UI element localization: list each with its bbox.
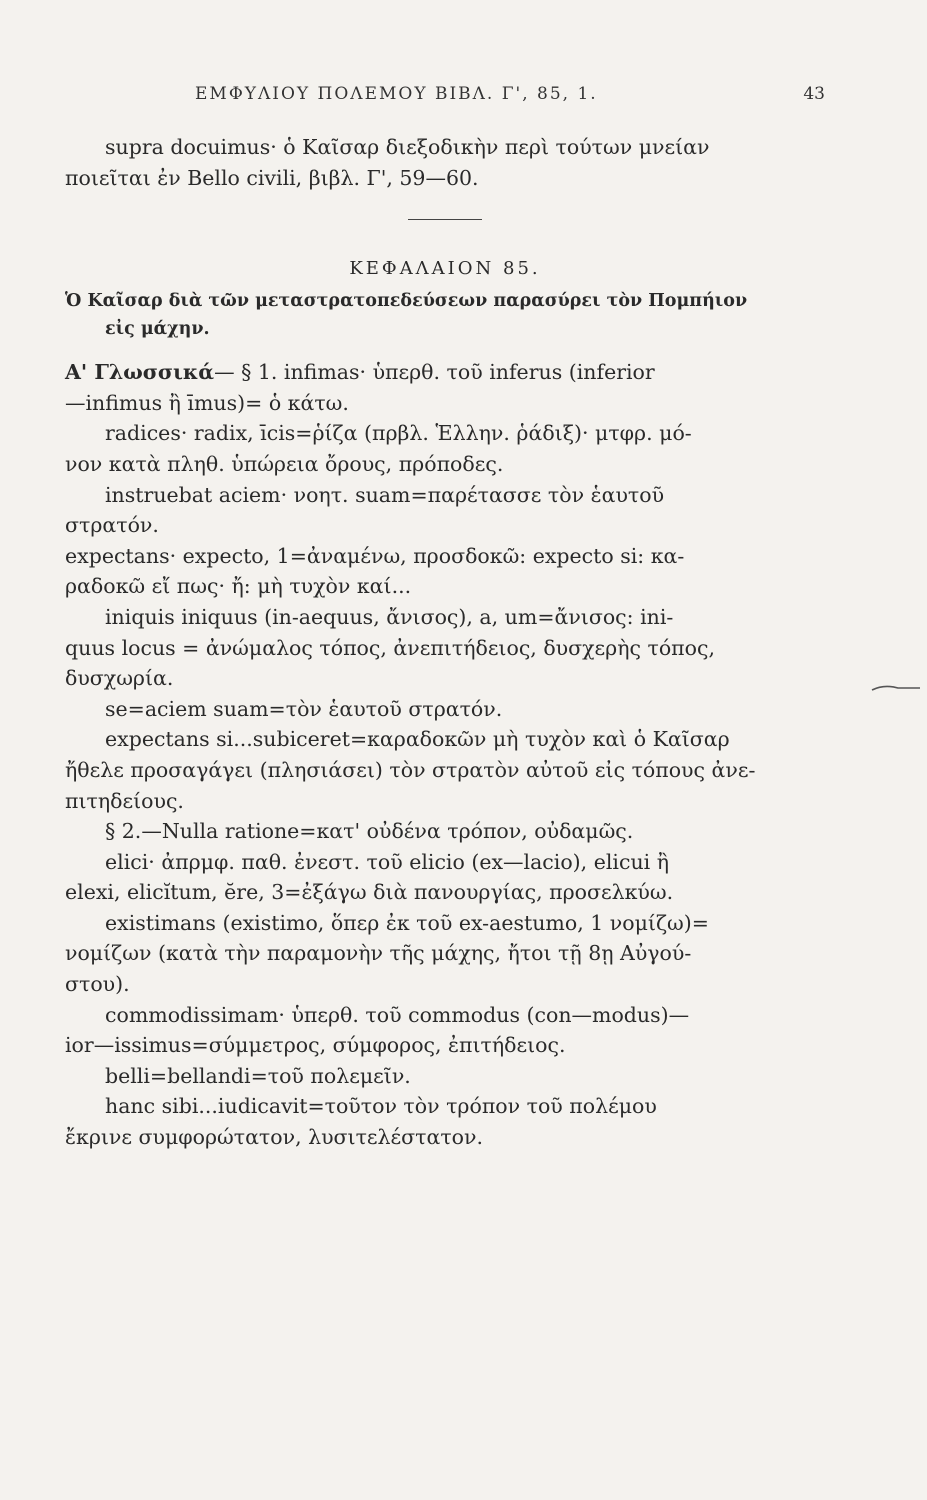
line-text: se=aciem suam=τὸν ἑαυτοῦ στρατόν. [105, 696, 503, 721]
text-line [65, 418, 825, 449]
text-line [65, 541, 825, 572]
section-divider [408, 219, 482, 220]
text-line [65, 449, 825, 480]
text-line [65, 1091, 825, 1122]
text-line [65, 1122, 825, 1153]
line-text: ἤθελε προσαγάγει (πλησιάσει) τὸν στρατὸν αὐτοῦ εἰς τόπους ἀνε- [65, 757, 756, 782]
text-line [65, 602, 825, 633]
line-text: belli=bellandi=τοῦ πολεμεῖν. [105, 1063, 411, 1088]
line-text: existimans (existimo, ὅπερ ἐκ τοῦ ex-aestumo, 1 νομίζω)= [105, 910, 709, 935]
running-title: ΕΜΦΥΛΙΟΥ ΠΟΛΕΜΟΥ ΒΙΒΛ. Γ', 85, 1. [195, 84, 598, 104]
section-lead: Α' Γλωσσικά [65, 360, 215, 385]
text-line [65, 877, 825, 908]
line-text: ραδοκῶ εἴ πως· ἤ: μὴ τυχὸν καί... [65, 574, 412, 599]
text-line [65, 663, 825, 694]
chapter-summary [65, 287, 825, 343]
text-line [65, 633, 825, 664]
line-text: — § 1. infimas· ὑπερθ. τοῦ inferus (inferior [214, 360, 655, 385]
text-line [65, 938, 825, 969]
line-text: elexi, elicĭtum, ĕre, 3=ἐξάγω διὰ πανουργίας, προσελκύω. [65, 880, 674, 905]
line-text: ior—issimus=σύμμετρος, σύμφορος, ἐπιτήδειος. [65, 1033, 566, 1058]
line-text: —infimus ἢ īmus)= ὁ κάτω. [65, 390, 349, 415]
glossary-notes [65, 357, 825, 1152]
line-text: quus locus = ἀνώμαλος τόπος, ἀνεπιτήδειος, δυσχερὴς τόπος, [65, 635, 715, 660]
text-line [65, 571, 825, 602]
line-text: § 2.—Nulla ratione=κατ' οὐδένα τρόπον, οὐδαμῶς. [105, 819, 634, 844]
line-text: iniquis iniquus (in-aequus, ἄνισος), a, um=ἄνισος: ini- [105, 604, 674, 629]
line-text: commodissimam· ὑπερθ. τοῦ commodus (con—modus)— [105, 1002, 690, 1027]
line-text: στρατόν. [65, 513, 159, 538]
intro-line-1: supra docuimus· ὁ Καῖσαρ διεξοδικὴν περὶ τούτων μνείαν [105, 135, 710, 159]
chapter-summary-line-2: εἰς μάχην. [105, 319, 210, 340]
line-text: radices· radix, īcis=ῥίζα (πρβλ. Ἑλλην. ῥάδιξ)· μτφρ. μό- [105, 421, 692, 446]
text-line [65, 755, 825, 786]
text-line [65, 388, 825, 419]
line-text: instruebat aciem· νοητ. suam=παρέτασσε τὸν ἑαυτοῦ [105, 482, 665, 507]
text-line [65, 694, 825, 725]
line-text: νον κατὰ πληθ. ὑπώρεια ὄρους, πρόποδες. [65, 451, 504, 476]
text-line [65, 1030, 825, 1061]
running-header [195, 84, 825, 104]
text-line [65, 510, 825, 541]
line-text: στου). [65, 972, 130, 997]
text-line [65, 816, 825, 847]
text-line [65, 847, 825, 878]
text-line [65, 1000, 825, 1031]
line-text: ἔκρινε συμφορώτατον, λυσιτελέστατον. [65, 1125, 484, 1150]
text-line [65, 724, 825, 755]
line-text: hanc sibi...iudicavit=τοῦτον τὸν τρόπον τοῦ πολέμου [105, 1094, 657, 1119]
text-line [65, 969, 825, 1000]
text-line [65, 786, 825, 817]
text-line [65, 908, 825, 939]
page-number: 43 [803, 84, 825, 104]
chapter-heading: ΚΕΦΑΛΑΙΟΝ 85. [349, 258, 541, 280]
page-body [65, 132, 825, 1153]
margin-mark [870, 682, 922, 694]
intro-line-2: ποιεῖται ἐν Bello civili, βιβλ. Γ', 59—60. [65, 165, 479, 190]
chapter-summary-line-1: Ὁ Καῖσαρ διὰ τῶν μεταστρατοπεδεύσεων παρασύρει τὸν Πομπήιον [65, 291, 748, 312]
line-text: expectans si...subiceret=καραδοκῶν μὴ τυχὸν καὶ ὁ Καῖσαρ [105, 727, 730, 752]
text-line [65, 480, 825, 511]
text-line [65, 1061, 825, 1092]
line-text: δυσχωρία. [65, 666, 174, 691]
line-text: elici· ἀπρμφ. παθ. ἐνεστ. τοῦ elicio (ex—lacio), elicui ἢ [105, 849, 670, 874]
line-text: πιτηδείους. [65, 788, 184, 813]
line-text: νομίζων (κατὰ τὴν παραμονὴν τῆς μάχης, ἤτοι τῇ 8ῃ Αὐγού- [65, 941, 692, 966]
line-text: expectans· expecto, 1=ἀναμένω, προσδοκῶ: expecto si: κα- [65, 543, 685, 568]
text-line [65, 357, 825, 388]
